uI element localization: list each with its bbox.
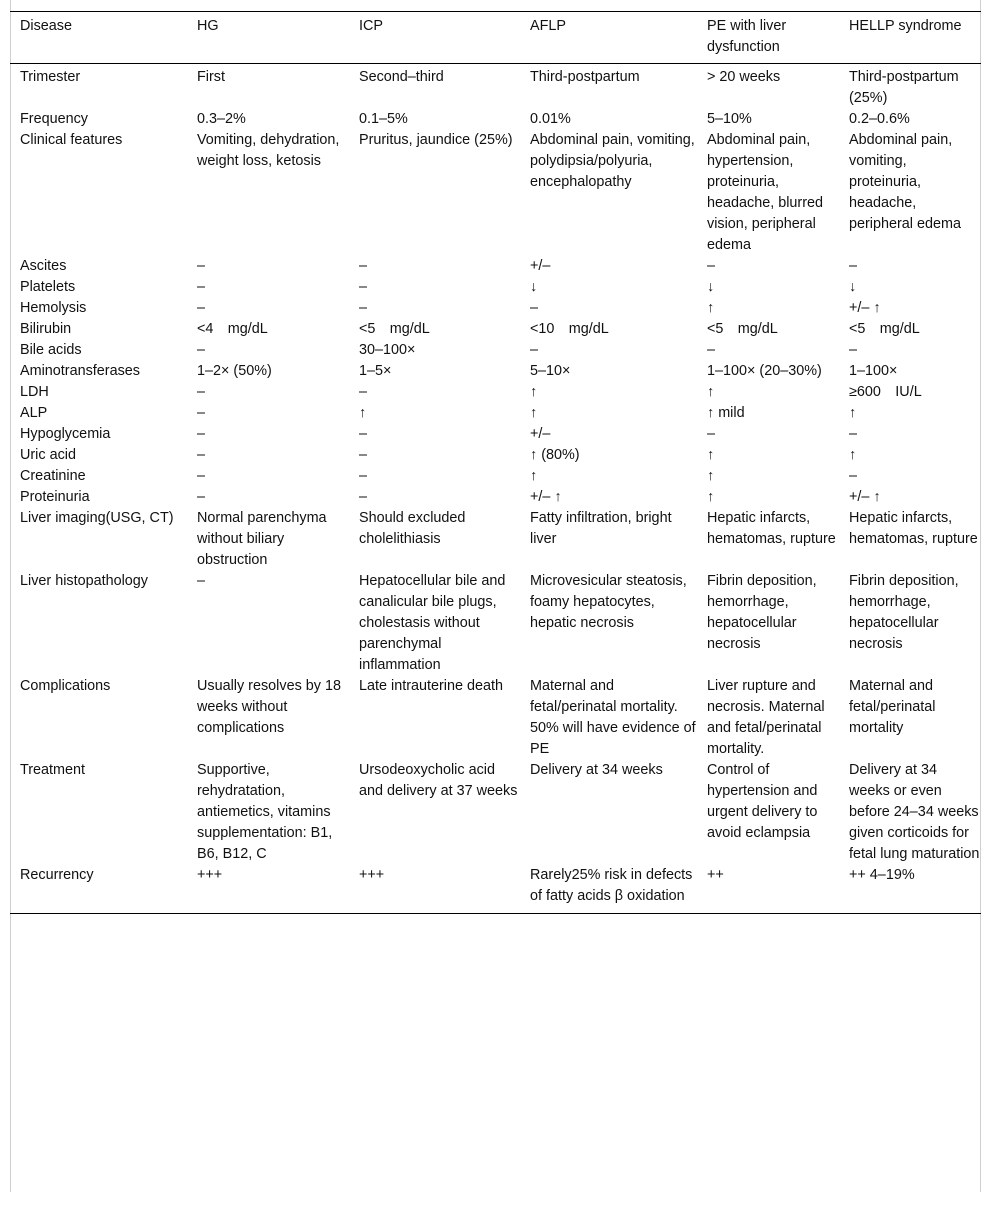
cell-hellp: Third-postpartum (25%) (849, 69, 959, 106)
cell-pe-liver: – (707, 426, 716, 442)
cell-hg: – (197, 573, 206, 589)
cell-pe-liver: Hepatic infarcts, hematomas, rupture (707, 510, 836, 547)
cell-icp: – (359, 468, 368, 484)
cell-pe-liver: ↑ (707, 300, 715, 316)
cell-aflp: +/– (530, 426, 551, 442)
cell-hellp: ↑ (849, 447, 857, 463)
cell-hellp: Abdominal pain, vomiting, proteinuria, headache, peripheral edema (849, 132, 961, 232)
header-disease: Disease (10, 12, 187, 64)
cell-hellp: Delivery at 34 weeks or even before 24–34 weeks given corticoids for fetal lung maturation (849, 762, 980, 862)
row-label: Platelets (20, 279, 76, 295)
row-label: Hypoglycemia (20, 426, 111, 442)
cell-pe-liver: 1–100× (20–30%) (707, 363, 822, 379)
cell-hg: – (197, 489, 206, 505)
cell-aflp: 0.01% (530, 111, 571, 127)
cell-pe-liver: ↑ (707, 489, 715, 505)
table-row (10, 382, 981, 403)
cell-aflp: ↑ (530, 384, 538, 400)
row-label: Bile acids (20, 342, 82, 358)
cell-icp: – (359, 279, 368, 295)
cell-pe-liver: 5–10% (707, 111, 752, 127)
cell-icp: – (359, 384, 368, 400)
row-label: Trimester (20, 69, 81, 85)
cell-hellp: +/– ↑ (849, 300, 881, 316)
table-row (10, 487, 981, 508)
cell-aflp: +/– ↑ (530, 489, 562, 505)
cell-icp: Second–third (359, 69, 444, 85)
cell-icp: 1–5× (359, 363, 392, 379)
comparison-table-container (10, 11, 981, 914)
cell-icp: <5 mg/dL (359, 321, 430, 337)
cell-aflp: Third-postpartum (530, 69, 640, 85)
cell-hg: – (197, 279, 206, 295)
table-row (10, 571, 981, 676)
cell-icp: Ursodeoxycholic acid and delivery at 37 weeks (359, 762, 518, 799)
cell-pe-liver: ++ (697, 865, 839, 914)
cell-hellp: – (849, 342, 858, 358)
table-row (10, 277, 981, 298)
cell-hg: Usually resolves by 18 weeks without complications (197, 678, 341, 736)
row-label: Clinical features (20, 132, 123, 148)
row-label: Recurrency (10, 865, 187, 914)
cell-aflp: 5–10× (530, 363, 571, 379)
cell-icp: – (359, 489, 368, 505)
table-row (10, 319, 981, 340)
table-row (10, 445, 981, 466)
cell-aflp: <10 mg/dL (530, 321, 609, 337)
header-pe-liver: PE with liver dysfunction (697, 12, 839, 64)
header-hg: HG (187, 12, 349, 64)
cell-hg: Vomiting, dehydration, weight loss, ketosis (197, 132, 340, 169)
row-label: Bilirubin (20, 321, 72, 337)
cell-icp: Hepatocellular bile and canalicular bile plugs, cholestasis without parenchymal inflammation (359, 573, 506, 673)
cell-aflp: +/– (530, 258, 551, 274)
cell-aflp: Maternal and fetal/perinatal mortality. 50% will have evidence of PE (530, 678, 696, 757)
header-icp: ICP (349, 12, 520, 64)
cell-hg: – (197, 342, 206, 358)
cell-hg: – (197, 300, 206, 316)
cell-aflp: Delivery at 34 weeks (530, 762, 663, 778)
cell-hg: – (197, 384, 206, 400)
table-row (10, 64, 981, 110)
cell-hellp: ↓ (849, 279, 857, 295)
cell-hellp: Fibrin deposition, hemorrhage, hepatocellular necrosis (849, 573, 959, 652)
cell-hellp: – (849, 426, 858, 442)
cell-icp: ↑ (359, 405, 367, 421)
cell-hellp: ≥600 IU/L (849, 384, 922, 400)
cell-icp: Pruritus, jaundice (25%) (359, 132, 513, 148)
table-row (10, 361, 981, 382)
cell-hellp: 0.2–0.6% (849, 111, 910, 127)
cell-aflp: Fatty infiltration, bright liver (530, 510, 672, 547)
cell-pe-liver: ↑ (707, 384, 715, 400)
cell-icp: – (359, 447, 368, 463)
table-row (10, 865, 981, 914)
row-label: Treatment (20, 762, 86, 778)
table-row (10, 508, 981, 571)
cell-icp: 30–100× (359, 342, 416, 358)
cell-pe-liver: – (707, 258, 716, 274)
cell-hg: – (197, 405, 206, 421)
row-label: Uric acid (20, 447, 76, 463)
row-label: Creatinine (20, 468, 86, 484)
row-label: Liver histopathology (20, 573, 148, 589)
cell-aflp: ↑ (530, 405, 538, 421)
cell-pe-liver: Abdominal pain, hypertension, proteinuria, headache, blurred vision, peripheral edema (707, 132, 824, 253)
cell-hg: Normal parenchyma without biliary obstruction (197, 510, 327, 568)
cell-aflp: – (530, 342, 539, 358)
table-row (10, 130, 981, 256)
cell-icp: +++ (349, 865, 520, 914)
cell-icp: Should excluded cholelithiasis (359, 510, 466, 547)
row-label: LDH (20, 384, 49, 400)
cell-hellp: Maternal and fetal/perinatal mortality (849, 678, 936, 736)
cell-aflp: ↑ (80%) (530, 447, 580, 463)
cell-hg: – (197, 468, 206, 484)
cell-aflp: ↓ (530, 279, 538, 295)
cell-aflp: Microvesicular steatosis, foamy hepatocytes, hepatic necrosis (530, 573, 687, 631)
cell-hellp: +/– ↑ (849, 489, 881, 505)
cell-hg: 1–2× (50%) (197, 363, 272, 379)
cell-icp: 0.1–5% (359, 111, 408, 127)
cell-hg: Supportive, rehydratation, antiemetics, vitamins supplementation: B1, B6, B12, C (197, 762, 333, 862)
header-row (10, 12, 981, 64)
cell-hellp: – (849, 468, 858, 484)
row-label: Hemolysis (20, 300, 87, 316)
cell-aflp: Rarely25% risk in defects of fatty acids β oxidation (520, 865, 697, 914)
row-label: Liver imaging(USG, CT) (20, 510, 174, 526)
cell-hg: – (197, 426, 206, 442)
table-row (10, 676, 981, 760)
cell-hellp: – (849, 258, 858, 274)
row-label: Aminotransferases (20, 363, 140, 379)
row-label: Complications (20, 678, 111, 694)
row-label: Frequency (20, 111, 88, 127)
cell-pe-liver: Control of hypertension and urgent delivery to avoid eclampsia (707, 762, 818, 841)
cell-icp: – (359, 300, 368, 316)
table-row (10, 109, 981, 130)
table-row (10, 760, 981, 865)
cell-hg: – (197, 447, 206, 463)
cell-pe-liver: <5 mg/dL (707, 321, 778, 337)
cell-pe-liver: Fibrin deposition, hemorrhage, hepatocellular necrosis (707, 573, 817, 652)
cell-hellp: 1–100× (849, 363, 898, 379)
cell-aflp: ↑ (530, 468, 538, 484)
cell-pe-liver: ↑ (707, 447, 715, 463)
header-aflp: AFLP (520, 12, 697, 64)
table-row (10, 403, 981, 424)
cell-hellp: Hepatic infarcts, hematomas, rupture (849, 510, 978, 547)
cell-hg: <4 mg/dL (197, 321, 268, 337)
cell-aflp: Abdominal pain, vomiting, polydipsia/polyuria, encephalopathy (530, 132, 695, 190)
cell-icp: – (359, 258, 368, 274)
cell-pe-liver: ↑ (707, 468, 715, 484)
cell-pe-liver: – (707, 342, 716, 358)
cell-hg: – (197, 258, 206, 274)
table-row (10, 424, 981, 445)
header-hellp: HELLP syndrome (839, 12, 981, 64)
cell-icp: – (359, 426, 368, 442)
table-row (10, 340, 981, 361)
cell-hg: +++ (187, 865, 349, 914)
row-label: Proteinuria (20, 489, 90, 505)
row-label: Ascites (20, 258, 67, 274)
cell-pe-liver: > 20 weeks (707, 69, 781, 85)
cell-hellp: ↑ (849, 405, 857, 421)
cell-pe-liver: ↓ (707, 279, 715, 295)
cell-aflp: – (530, 300, 539, 316)
comparison-table (10, 11, 981, 914)
cell-hellp: ++ 4–19% (839, 865, 981, 914)
table-row (10, 298, 981, 319)
cell-pe-liver: Liver rupture and necrosis. Maternal and fetal/perinatal mortality. (707, 678, 825, 757)
table-row (10, 256, 981, 277)
table-row (10, 466, 981, 487)
row-label: ALP (20, 405, 48, 421)
cell-hellp: <5 mg/dL (849, 321, 920, 337)
cell-pe-liver: ↑ mild (707, 405, 745, 421)
table-body (10, 64, 981, 914)
cell-hg: 0.3–2% (197, 111, 246, 127)
cell-hg: First (197, 69, 225, 85)
cell-icp: Late intrauterine death (359, 678, 504, 694)
